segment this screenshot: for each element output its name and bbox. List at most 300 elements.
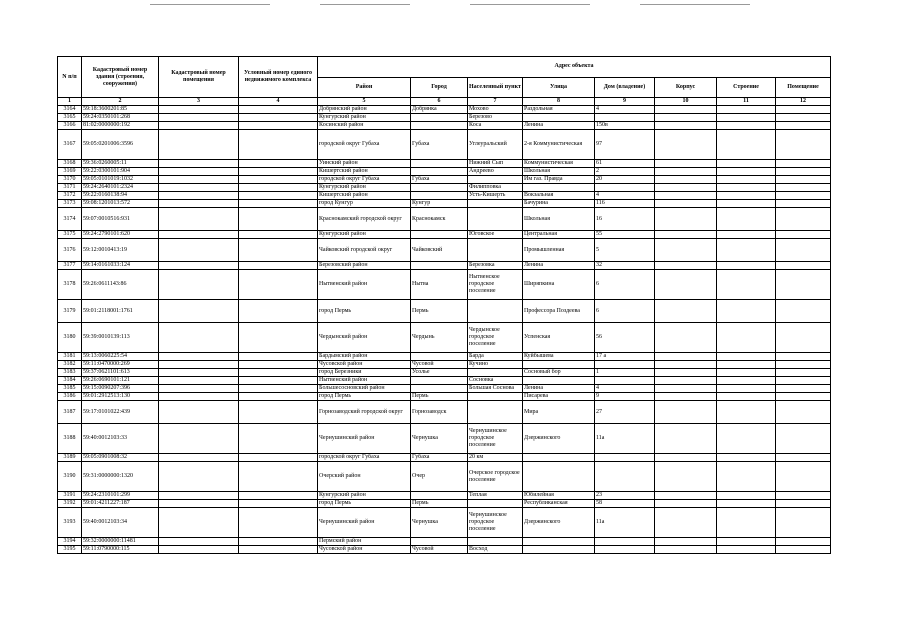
korpus-cell — [655, 160, 717, 168]
building-cell — [717, 262, 776, 270]
locality-cell: Нытвенское городское поселение — [468, 270, 523, 300]
cadastral-number-cell: 81:02:0000000:192 — [82, 122, 159, 130]
building-cell — [717, 168, 776, 176]
locality-cell: Юговское — [468, 231, 523, 239]
column-index-cell: 6 — [411, 98, 468, 106]
column-index-cell: 8 — [523, 98, 595, 106]
room-cell — [776, 168, 831, 176]
building-cell — [717, 184, 776, 192]
room-cadastral-cell — [159, 239, 239, 262]
district-cell: городской округ Губаха — [318, 454, 411, 462]
house-cell: 56 — [595, 323, 655, 353]
conditional-number-cell — [239, 393, 318, 401]
cadastral-number-cell: 59:26:0611143:86 — [82, 270, 159, 300]
room-cell — [776, 546, 831, 554]
house-cell: 27 — [595, 401, 655, 424]
locality-cell — [468, 239, 523, 262]
room-cadastral-cell — [159, 262, 239, 270]
korpus-cell — [655, 500, 717, 508]
room-cadastral-cell — [159, 462, 239, 492]
building-cell — [717, 160, 776, 168]
conditional-number-cell — [239, 262, 318, 270]
room-cell — [776, 192, 831, 200]
column-index-cell: 12 — [776, 98, 831, 106]
district-cell: город Пермь — [318, 300, 411, 323]
korpus-cell — [655, 239, 717, 262]
district-cell: город Пермь — [318, 500, 411, 508]
cadastral-number-cell: 59:11:0790000:115 — [82, 546, 159, 554]
house-cell — [595, 361, 655, 369]
house-cell: 116 — [595, 200, 655, 208]
room-cadastral-cell — [159, 231, 239, 239]
city-cell: Нытва — [411, 270, 468, 300]
table-row — [58, 262, 831, 270]
row-number-cell: 3183 — [58, 369, 82, 377]
row-number-cell: 3166 — [58, 122, 82, 130]
header-address: Адрес объекта — [318, 57, 831, 78]
street-cell: Раздольная — [523, 106, 595, 114]
street-cell — [523, 184, 595, 192]
room-cell — [776, 353, 831, 361]
korpus-cell — [655, 300, 717, 323]
conditional-number-cell — [239, 546, 318, 554]
city-cell: Горнозаводск — [411, 401, 468, 424]
street-cell: Юбилейная — [523, 492, 595, 500]
building-cell — [717, 200, 776, 208]
header-building: Строение — [717, 77, 776, 98]
house-cell: 5 — [595, 239, 655, 262]
house-cell — [595, 454, 655, 462]
conditional-number-cell — [239, 208, 318, 231]
room-cell — [776, 424, 831, 454]
street-cell: Коммунистическая — [523, 160, 595, 168]
building-cell — [717, 369, 776, 377]
city-cell — [411, 538, 468, 546]
room-cadastral-cell — [159, 160, 239, 168]
room-cadastral-cell — [159, 538, 239, 546]
locality-cell: 20 км — [468, 454, 523, 462]
house-cell — [595, 184, 655, 192]
city-cell — [411, 160, 468, 168]
korpus-cell — [655, 262, 717, 270]
table-row — [58, 369, 831, 377]
row-number-cell: 3189 — [58, 454, 82, 462]
row-number-cell: 3167 — [58, 130, 82, 160]
row-number-cell: 3186 — [58, 393, 82, 401]
locality-cell — [468, 369, 523, 377]
room-cadastral-cell — [159, 401, 239, 424]
city-cell: Чернушка — [411, 508, 468, 538]
korpus-cell — [655, 377, 717, 385]
city-cell: Губаха — [411, 454, 468, 462]
street-cell: Им газ. Правда — [523, 176, 595, 184]
district-cell: Нытвенский район — [318, 377, 411, 385]
street-cell: Профессора Поздеева — [523, 300, 595, 323]
room-cadastral-cell — [159, 353, 239, 361]
city-cell — [411, 192, 468, 200]
city-cell — [411, 377, 468, 385]
house-cell: 11а — [595, 508, 655, 538]
column-index-cell: 5 — [318, 98, 411, 106]
street-cell — [523, 361, 595, 369]
room-cadastral-cell — [159, 270, 239, 300]
locality-cell — [468, 300, 523, 323]
building-cell — [717, 106, 776, 114]
street-cell: Республиканская — [523, 500, 595, 508]
korpus-cell — [655, 184, 717, 192]
header-district: Район — [318, 77, 411, 98]
korpus-cell — [655, 192, 717, 200]
conditional-number-cell — [239, 192, 318, 200]
korpus-cell — [655, 369, 717, 377]
house-cell: 9 — [595, 393, 655, 401]
row-number-cell: 3178 — [58, 270, 82, 300]
header-city: Город — [411, 77, 468, 98]
street-cell: Промышленная — [523, 239, 595, 262]
city-cell — [411, 122, 468, 130]
conditional-number-cell — [239, 424, 318, 454]
table-row — [58, 160, 831, 168]
city-cell: Губаха — [411, 130, 468, 160]
room-cell — [776, 369, 831, 377]
city-cell: Краснокамск — [411, 208, 468, 231]
street-cell — [523, 462, 595, 492]
room-cadastral-cell — [159, 200, 239, 208]
building-cell — [717, 462, 776, 492]
column-index-cell: 10 — [655, 98, 717, 106]
city-cell: Чернушка — [411, 424, 468, 454]
house-cell: 4 — [595, 106, 655, 114]
street-cell: Дзержинского — [523, 508, 595, 538]
room-cadastral-cell — [159, 122, 239, 130]
cadastral-number-cell: 59:07:0010516:931 — [82, 208, 159, 231]
district-cell: Нытвенский район — [318, 270, 411, 300]
row-number-cell: 3170 — [58, 176, 82, 184]
city-cell: Губаха — [411, 176, 468, 184]
district-cell: Кунгурский район — [318, 184, 411, 192]
korpus-cell — [655, 424, 717, 454]
district-cell: город Пермь — [318, 393, 411, 401]
city-cell: Чердынь — [411, 323, 468, 353]
city-cell: Пермь — [411, 500, 468, 508]
scan-edge-line — [640, 4, 750, 5]
building-cell — [717, 401, 776, 424]
district-cell: Косинский район — [318, 122, 411, 130]
row-number-cell: 3173 — [58, 200, 82, 208]
room-cadastral-cell — [159, 546, 239, 554]
row-number-cell: 3184 — [58, 377, 82, 385]
district-cell: Кунгурский район — [318, 114, 411, 122]
row-number-cell: 3193 — [58, 508, 82, 538]
table-row — [58, 385, 831, 393]
korpus-cell — [655, 323, 717, 353]
conditional-number-cell — [239, 270, 318, 300]
room-cadastral-cell — [159, 361, 239, 369]
room-cell — [776, 393, 831, 401]
cadastral-number-cell: 59:26:0690101:121 — [82, 377, 159, 385]
column-index-row — [58, 98, 831, 106]
building-cell — [717, 546, 776, 554]
table-row — [58, 176, 831, 184]
building-cell — [717, 300, 776, 323]
building-cell — [717, 323, 776, 353]
city-cell: Очер — [411, 462, 468, 492]
room-cadastral-cell — [159, 393, 239, 401]
city-cell — [411, 385, 468, 393]
room-cell — [776, 176, 831, 184]
building-cell — [717, 270, 776, 300]
conditional-number-cell — [239, 168, 318, 176]
locality-cell: Углеуральский — [468, 130, 523, 160]
table-row — [58, 168, 831, 176]
locality-cell — [468, 401, 523, 424]
row-number-cell: 3180 — [58, 323, 82, 353]
row-number-cell: 3195 — [58, 546, 82, 554]
row-number-cell: 3164 — [58, 106, 82, 114]
room-cell — [776, 385, 831, 393]
conditional-number-cell — [239, 492, 318, 500]
house-cell: 6 — [595, 300, 655, 323]
scan-edge-line — [320, 4, 410, 5]
room-cell — [776, 231, 831, 239]
house-cell: 61 — [595, 160, 655, 168]
house-cell: 17 а — [595, 353, 655, 361]
district-cell: Кишертский район — [318, 168, 411, 176]
column-index-cell: 4 — [239, 98, 318, 106]
district-cell: Большесосновский район — [318, 385, 411, 393]
house-cell: 97 — [595, 130, 655, 160]
room-cadastral-cell — [159, 492, 239, 500]
table-row — [58, 546, 831, 554]
street-cell: Вокзальная — [523, 192, 595, 200]
room-cell — [776, 538, 831, 546]
conditional-number-cell — [239, 454, 318, 462]
table-row — [58, 106, 831, 114]
room-cadastral-cell — [159, 192, 239, 200]
header-korpus: Корпус — [655, 77, 717, 98]
conditional-number-cell — [239, 462, 318, 492]
room-cadastral-cell — [159, 300, 239, 323]
room-cell — [776, 500, 831, 508]
city-cell — [411, 184, 468, 192]
room-cell — [776, 377, 831, 385]
street-cell: Сосновый бор — [523, 369, 595, 377]
district-cell: Добрянский район — [318, 106, 411, 114]
korpus-cell — [655, 270, 717, 300]
room-cell — [776, 160, 831, 168]
table-row — [58, 192, 831, 200]
header-locality: Населенный пункт — [468, 77, 523, 98]
room-cell — [776, 300, 831, 323]
cadastral-number-cell: 59:36:0260005:11 — [82, 160, 159, 168]
room-cell — [776, 462, 831, 492]
conditional-number-cell — [239, 114, 318, 122]
cadastral-number-cell: 59:22:0160138:94 — [82, 192, 159, 200]
row-number-cell: 3190 — [58, 462, 82, 492]
header-street: Улица — [523, 77, 595, 98]
building-cell — [717, 176, 776, 184]
conditional-number-cell — [239, 160, 318, 168]
table-row — [58, 130, 831, 160]
street-cell: Бачурина — [523, 200, 595, 208]
house-cell: 2 — [595, 168, 655, 176]
conditional-number-cell — [239, 300, 318, 323]
cadastral-number-cell: 59:11:0470000:269 — [82, 361, 159, 369]
cadastral-number-cell: 59:24:2640101:2324 — [82, 184, 159, 192]
column-index-cell: 7 — [468, 98, 523, 106]
korpus-cell — [655, 231, 717, 239]
conditional-number-cell — [239, 323, 318, 353]
district-cell: Кунгурский район — [318, 231, 411, 239]
district-cell: Горнозаводский городской округ — [318, 401, 411, 424]
header-room: Помещение — [776, 77, 831, 98]
table-row — [58, 323, 831, 353]
room-cadastral-cell — [159, 500, 239, 508]
locality-cell: Усть-Кишерть — [468, 192, 523, 200]
room-cell — [776, 492, 831, 500]
building-cell — [717, 231, 776, 239]
building-cell — [717, 192, 776, 200]
locality-cell: Мохово — [468, 106, 523, 114]
table-row — [58, 231, 831, 239]
column-index-cell: 11 — [717, 98, 776, 106]
street-cell — [523, 454, 595, 462]
house-cell: 58 — [595, 500, 655, 508]
conditional-number-cell — [239, 130, 318, 160]
house-cell: 32 — [595, 262, 655, 270]
house-cell: 16 — [595, 208, 655, 231]
cadastral-number-cell: 59:05:0101019:1032 — [82, 176, 159, 184]
cadastral-number-cell: 59:24:2310101:299 — [82, 492, 159, 500]
row-number-cell: 3169 — [58, 168, 82, 176]
room-cadastral-cell — [159, 369, 239, 377]
korpus-cell — [655, 492, 717, 500]
row-number-cell: 3172 — [58, 192, 82, 200]
building-cell — [717, 130, 776, 160]
cadastral-number-cell: 59:39:0010139:113 — [82, 323, 159, 353]
building-cell — [717, 377, 776, 385]
korpus-cell — [655, 122, 717, 130]
cadastral-number-cell: 59:14:0161033:124 — [82, 262, 159, 270]
row-number-cell: 3191 — [58, 492, 82, 500]
korpus-cell — [655, 546, 717, 554]
city-cell: Чайковский — [411, 239, 468, 262]
room-cell — [776, 184, 831, 192]
header-cadastral-room: Кадастровый номер помещения — [159, 57, 239, 98]
street-cell: Мира — [523, 401, 595, 424]
conditional-number-cell — [239, 377, 318, 385]
korpus-cell — [655, 106, 717, 114]
house-cell — [595, 114, 655, 122]
korpus-cell — [655, 208, 717, 231]
conditional-number-cell — [239, 369, 318, 377]
street-cell: 2-я Коммунистическая — [523, 130, 595, 160]
table-row — [58, 401, 831, 424]
district-cell: Чернушинский район — [318, 508, 411, 538]
house-cell: 4 — [595, 385, 655, 393]
locality-cell: Чердынское городское поселение — [468, 323, 523, 353]
street-cell — [523, 377, 595, 385]
locality-cell — [468, 208, 523, 231]
city-cell: Чусовой — [411, 546, 468, 554]
building-cell — [717, 385, 776, 393]
locality-cell: Коса — [468, 122, 523, 130]
city-cell: Пермь — [411, 393, 468, 401]
table-row — [58, 377, 831, 385]
column-index-cell: 1 — [58, 98, 82, 106]
locality-cell: Березово — [468, 114, 523, 122]
row-number-cell: 3185 — [58, 385, 82, 393]
conditional-number-cell — [239, 200, 318, 208]
city-cell: Добрянка — [411, 106, 468, 114]
conditional-number-cell — [239, 122, 318, 130]
korpus-cell — [655, 130, 717, 160]
room-cadastral-cell — [159, 454, 239, 462]
korpus-cell — [655, 176, 717, 184]
house-cell: 23 — [595, 492, 655, 500]
cadastral-number-cell: 59:15:0090207:396 — [82, 385, 159, 393]
cadastral-number-cell: 59:32:0000000:11481 — [82, 538, 159, 546]
building-cell — [717, 538, 776, 546]
room-cell — [776, 239, 831, 262]
room-cadastral-cell — [159, 377, 239, 385]
room-cadastral-cell — [159, 176, 239, 184]
cadastral-number-cell: 59:13:0060225:54 — [82, 353, 159, 361]
conditional-number-cell — [239, 176, 318, 184]
room-cadastral-cell — [159, 114, 239, 122]
locality-cell: Теплая — [468, 492, 523, 500]
conditional-number-cell — [239, 231, 318, 239]
conditional-number-cell — [239, 538, 318, 546]
locality-cell — [468, 176, 523, 184]
city-cell: Пермь — [411, 300, 468, 323]
table-row — [58, 462, 831, 492]
row-number-cell: 3187 — [58, 401, 82, 424]
cadastral-number-cell: 59:01:2912513:130 — [82, 393, 159, 401]
house-cell: 6 — [595, 270, 655, 300]
conditional-number-cell — [239, 184, 318, 192]
row-number-cell: 3176 — [58, 239, 82, 262]
table-row — [58, 500, 831, 508]
cadastral-number-cell: 59:37:0621101:613 — [82, 369, 159, 377]
property-table — [57, 56, 831, 554]
room-cadastral-cell — [159, 323, 239, 353]
house-cell: 1 — [595, 369, 655, 377]
street-cell: Ленина — [523, 262, 595, 270]
street-cell: Успенская — [523, 323, 595, 353]
cadastral-number-cell: 59:40:0012103:34 — [82, 508, 159, 538]
building-cell — [717, 454, 776, 462]
korpus-cell — [655, 200, 717, 208]
district-cell: Чусовской район — [318, 361, 411, 369]
district-cell: Уинский район — [318, 160, 411, 168]
room-cadastral-cell — [159, 130, 239, 160]
city-cell — [411, 262, 468, 270]
district-cell: Бардымский район — [318, 353, 411, 361]
header-house: Дом (владение) — [595, 77, 655, 98]
district-cell: Чусовской район — [318, 546, 411, 554]
street-cell: Дзержинского — [523, 424, 595, 454]
locality-cell: Барда — [468, 353, 523, 361]
city-cell: Кунгур — [411, 200, 468, 208]
table-body — [58, 106, 831, 554]
room-cadastral-cell — [159, 385, 239, 393]
row-number-cell: 3179 — [58, 300, 82, 323]
column-index-cell: 3 — [159, 98, 239, 106]
cadastral-number-cell: 59:08:1201013:572 — [82, 200, 159, 208]
street-cell — [523, 538, 595, 546]
room-cell — [776, 106, 831, 114]
